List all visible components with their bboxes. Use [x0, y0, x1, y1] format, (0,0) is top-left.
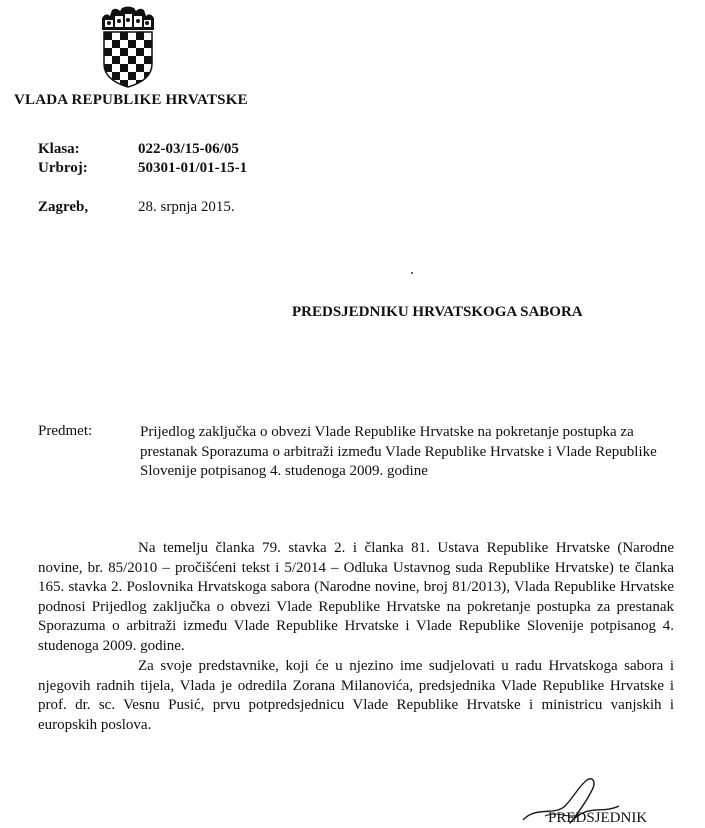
klasa-value: 022-03/15-06/05 — [138, 141, 239, 157]
addressee: PREDSJEDNIKU HRVATSKOGA SABORA — [292, 304, 583, 320]
government-name: VLADA REPUBLIKE HRVATSKE — [14, 92, 248, 108]
body-paragraph-2: Za svoje predstavnike, koji će u njezino ime sudjelovati u radu Hrvatskoga sabora i njegovih radnih tijela, Vlada je odredila Zorana Milanovića, predsjednika Vlade Republike Hrvatske i prof. dr. sc. Vesnu Pusić, prvu potpredsjednicu Vlade Republike Hrvatske i ministricu vanjskih i europskih poslova. — [38, 658, 674, 733]
subject-text: Prijedlog zaključka o obvezi Vlade Republike Hrvatske na pokretanje postupka za prestanak Sporazuma o arbitraži između Vlade Republike Hrvatske i Vlade Republike Slovenije potpisanog 4. studenoga 2009. godine — [140, 424, 657, 479]
body-paragraph-1: Na temelju članka 79. stavka 2. i članka 81. Ustava Republike Hrvatske (Narodne novine, br. 85/2010 – pročišćeni tekst i 5/2014 – Odluka Ustavnog suda Republike Hrvatske) te članka 165. stavka 2. Poslovnika Hrvatskoga sabora (Narodne novine, broj 81/2013), Vlada Republike Hrvatske podnosi Prijedlog zaključka o obvezi Vlade Republike Hrvatske na pokretanje postupka za prestanak Sporazuma o arbitraži između Vlade Republike Hrvatske i Vlade Republike Slovenije potpisanog 4. studenoga 2009. godine. — [38, 540, 674, 654]
signature-title: PREDSJEDNIK — [548, 810, 648, 826]
klasa-label: Klasa: — [38, 141, 80, 157]
date-value: 28. srpnja 2015. — [138, 199, 235, 215]
coat-of-arms-icon — [100, 6, 156, 88]
place-label: Zagreb, — [38, 199, 89, 215]
subject-label: Predmet: — [38, 423, 93, 439]
stray-mark — [411, 272, 413, 274]
urbroj-value: 50301-01/01-15-1 — [138, 160, 248, 176]
urbroj-label: Urbroj: — [38, 160, 88, 176]
